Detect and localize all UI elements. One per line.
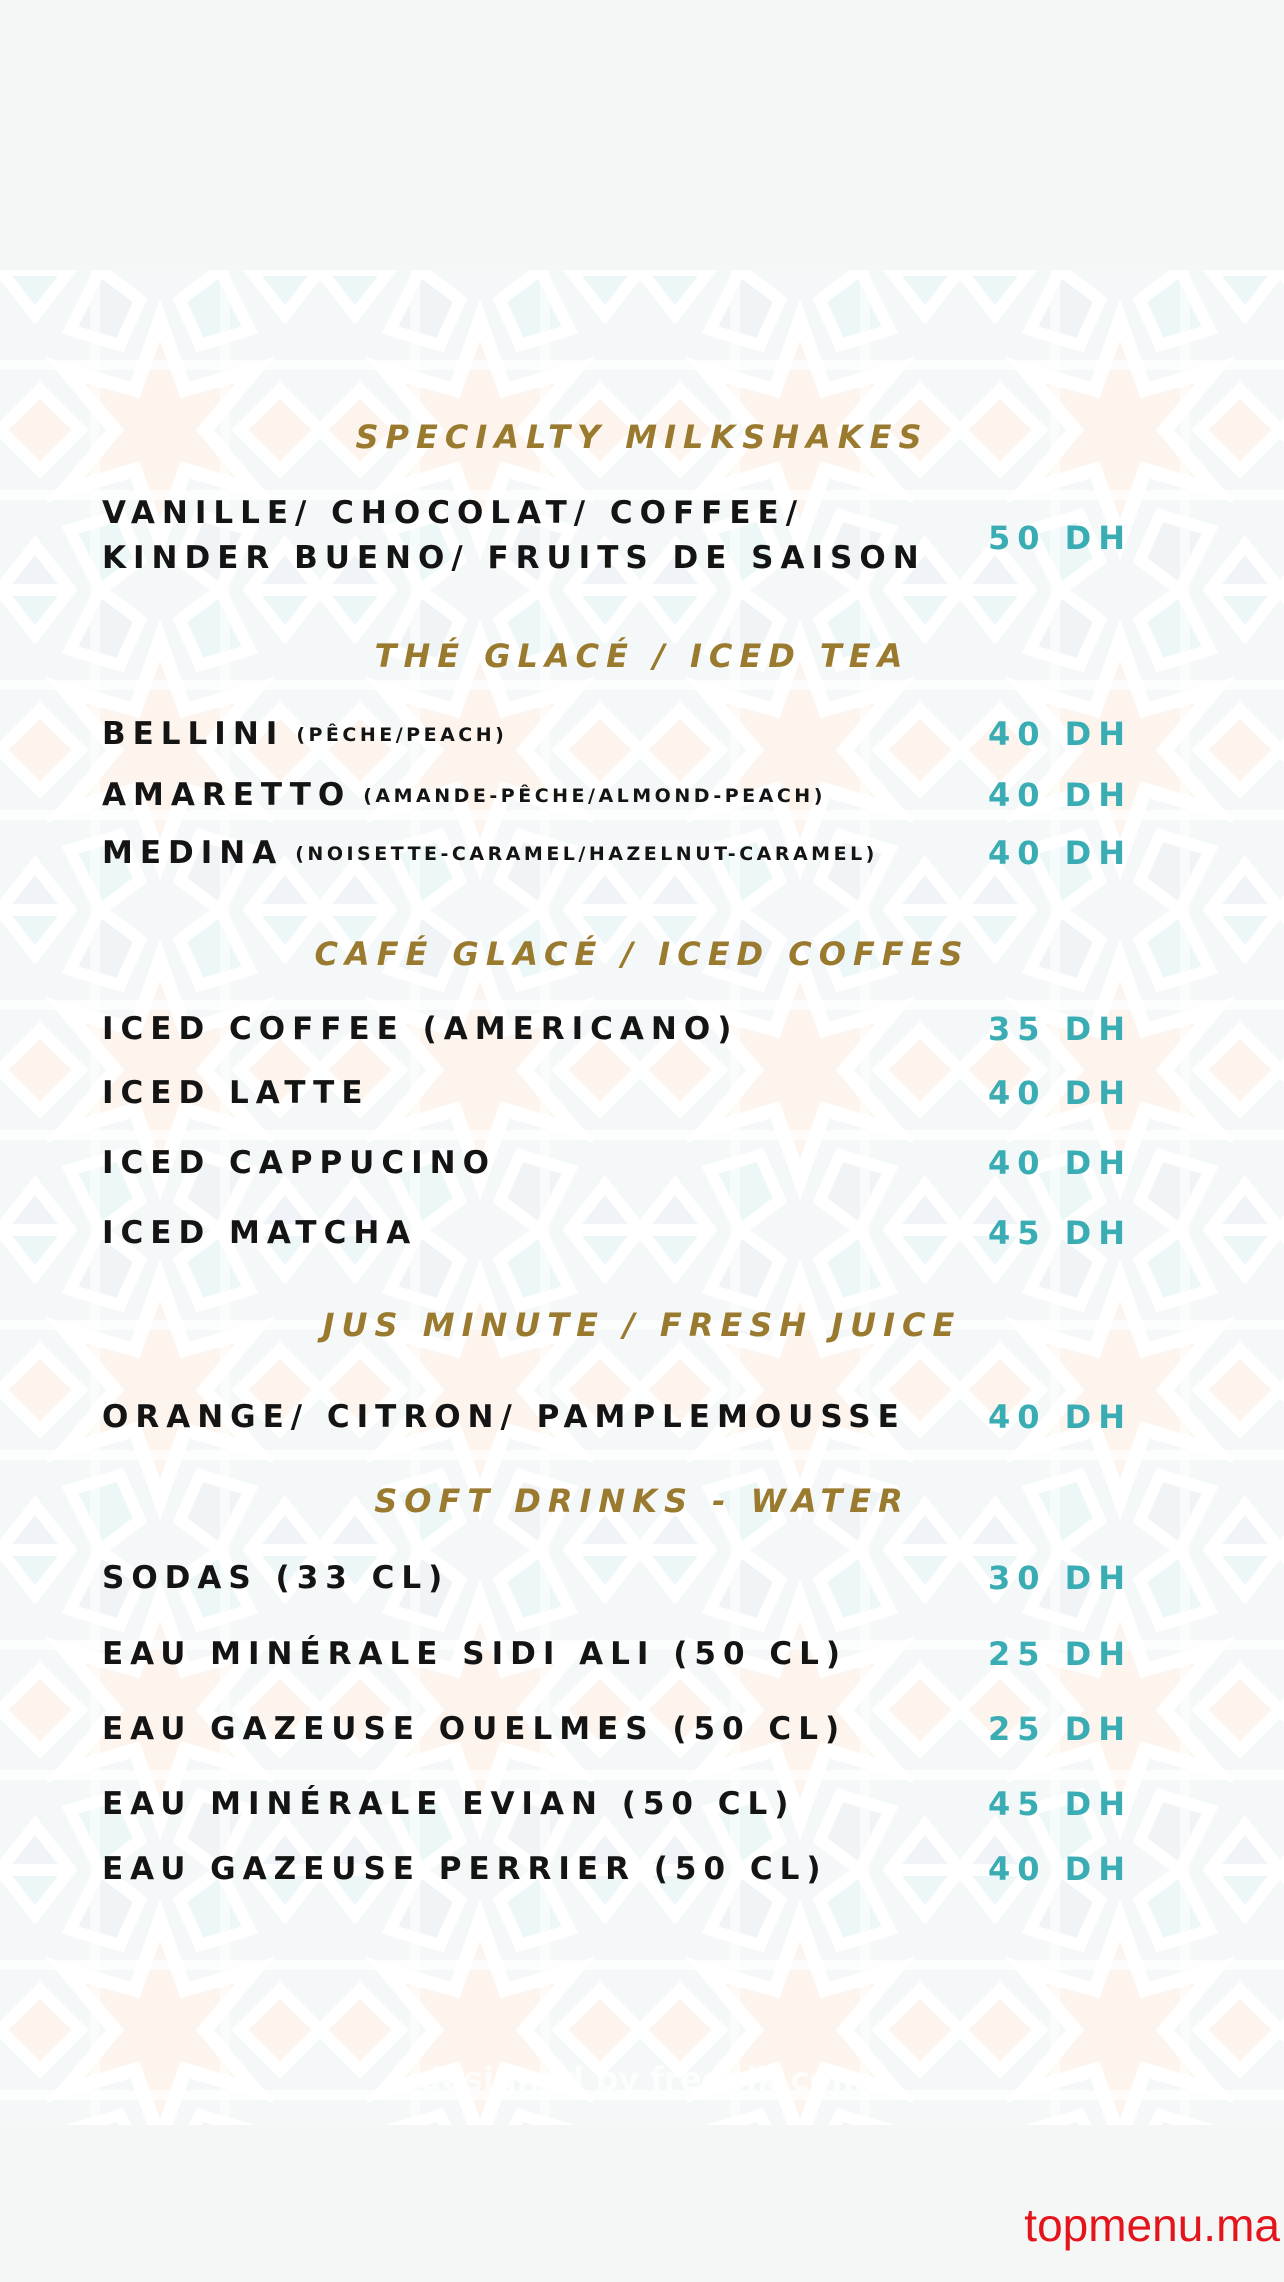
section-title-fresh-juice: JUS MINUTE / FRESH JUICE — [322, 1306, 962, 1344]
menu-item-name: KINDER BUENO/ FRUITS DE SAISON — [102, 540, 926, 576]
menu-item-price: 40 DH — [988, 776, 1133, 814]
menu-item-price: 30 DH — [988, 1559, 1133, 1597]
menu-item-note: (PÊCHE/PEACH) — [296, 724, 508, 746]
menu-item-name: ORANGE/ CITRON/ PAMPLEMOUSSE — [102, 1399, 906, 1435]
menu-item-name: BELLINI — [102, 716, 285, 752]
menu-item-name: EAU MINÉRALE SIDI ALI (50 CL) — [102, 1636, 848, 1672]
menu-item-name: ICED COFFEE (AMERICANO) — [102, 1011, 739, 1047]
brand-logo-text[interactable]: topmenu.ma — [1024, 2199, 1280, 2251]
menu-item-name: ICED CAPPUCINO — [102, 1145, 496, 1181]
section-title-iced-coffees: CAFÉ GLACÉ / ICED COFFES — [314, 935, 970, 973]
menu-item-price: 50 DH — [988, 519, 1133, 557]
menu-item-note: (NOISETTE-CARAMEL/HAZELNUT-CARAMEL) — [295, 843, 878, 865]
menu-item-price: 40 DH — [988, 1074, 1133, 1112]
section-title-milkshakes: SPECIALTY MILKSHAKES — [355, 418, 929, 456]
menu-item-price: 25 DH — [988, 1710, 1133, 1748]
menu-item — [102, 711, 507, 758]
menu-item-name: AMARETTO — [102, 777, 352, 813]
menu-item-price: 25 DH — [988, 1635, 1133, 1673]
menu-item-note: (AMANDE-PÊCHE/ALMOND-PEACH) — [363, 785, 826, 807]
menu-item-name: VANILLE/ CHOCOLAT/ COFFEE/ — [102, 495, 805, 531]
menu-item-price: 40 DH — [988, 1398, 1133, 1436]
menu-item — [102, 830, 878, 877]
menu-item-price: 40 DH — [988, 834, 1133, 872]
menu-item — [102, 772, 826, 819]
menu-item-price: 45 DH — [988, 1785, 1133, 1823]
section-title-iced-tea: THÉ GLACÉ / ICED TEA — [374, 637, 910, 675]
menu-item-name: EAU GAZEUSE OUELMES (50 CL) — [102, 1711, 847, 1747]
menu-item-name: ICED MATCHA — [102, 1215, 418, 1251]
menu-item-name: ICED LATTE — [102, 1075, 370, 1111]
menu-item-name: MEDINA — [102, 835, 284, 871]
menu-item-price: 40 DH — [988, 1144, 1133, 1182]
designer-credit-watermark: designed by freepik.com — [419, 2060, 865, 2098]
menu-item-price: 45 DH — [988, 1214, 1133, 1252]
menu-item-price: 35 DH — [988, 1010, 1133, 1048]
section-title-soft-drinks: SOFT DRINKS - WATER — [374, 1482, 910, 1520]
menu-item-name: EAU GAZEUSE PERRIER (50 CL) — [102, 1851, 828, 1887]
menu-item-name: SODAS (33 CL) — [102, 1560, 450, 1596]
menu-item-price: 40 DH — [988, 1850, 1133, 1888]
menu-item-name: EAU MINÉRALE EVIAN (50 CL) — [102, 1786, 796, 1822]
menu-item-price: 40 DH — [988, 715, 1133, 753]
